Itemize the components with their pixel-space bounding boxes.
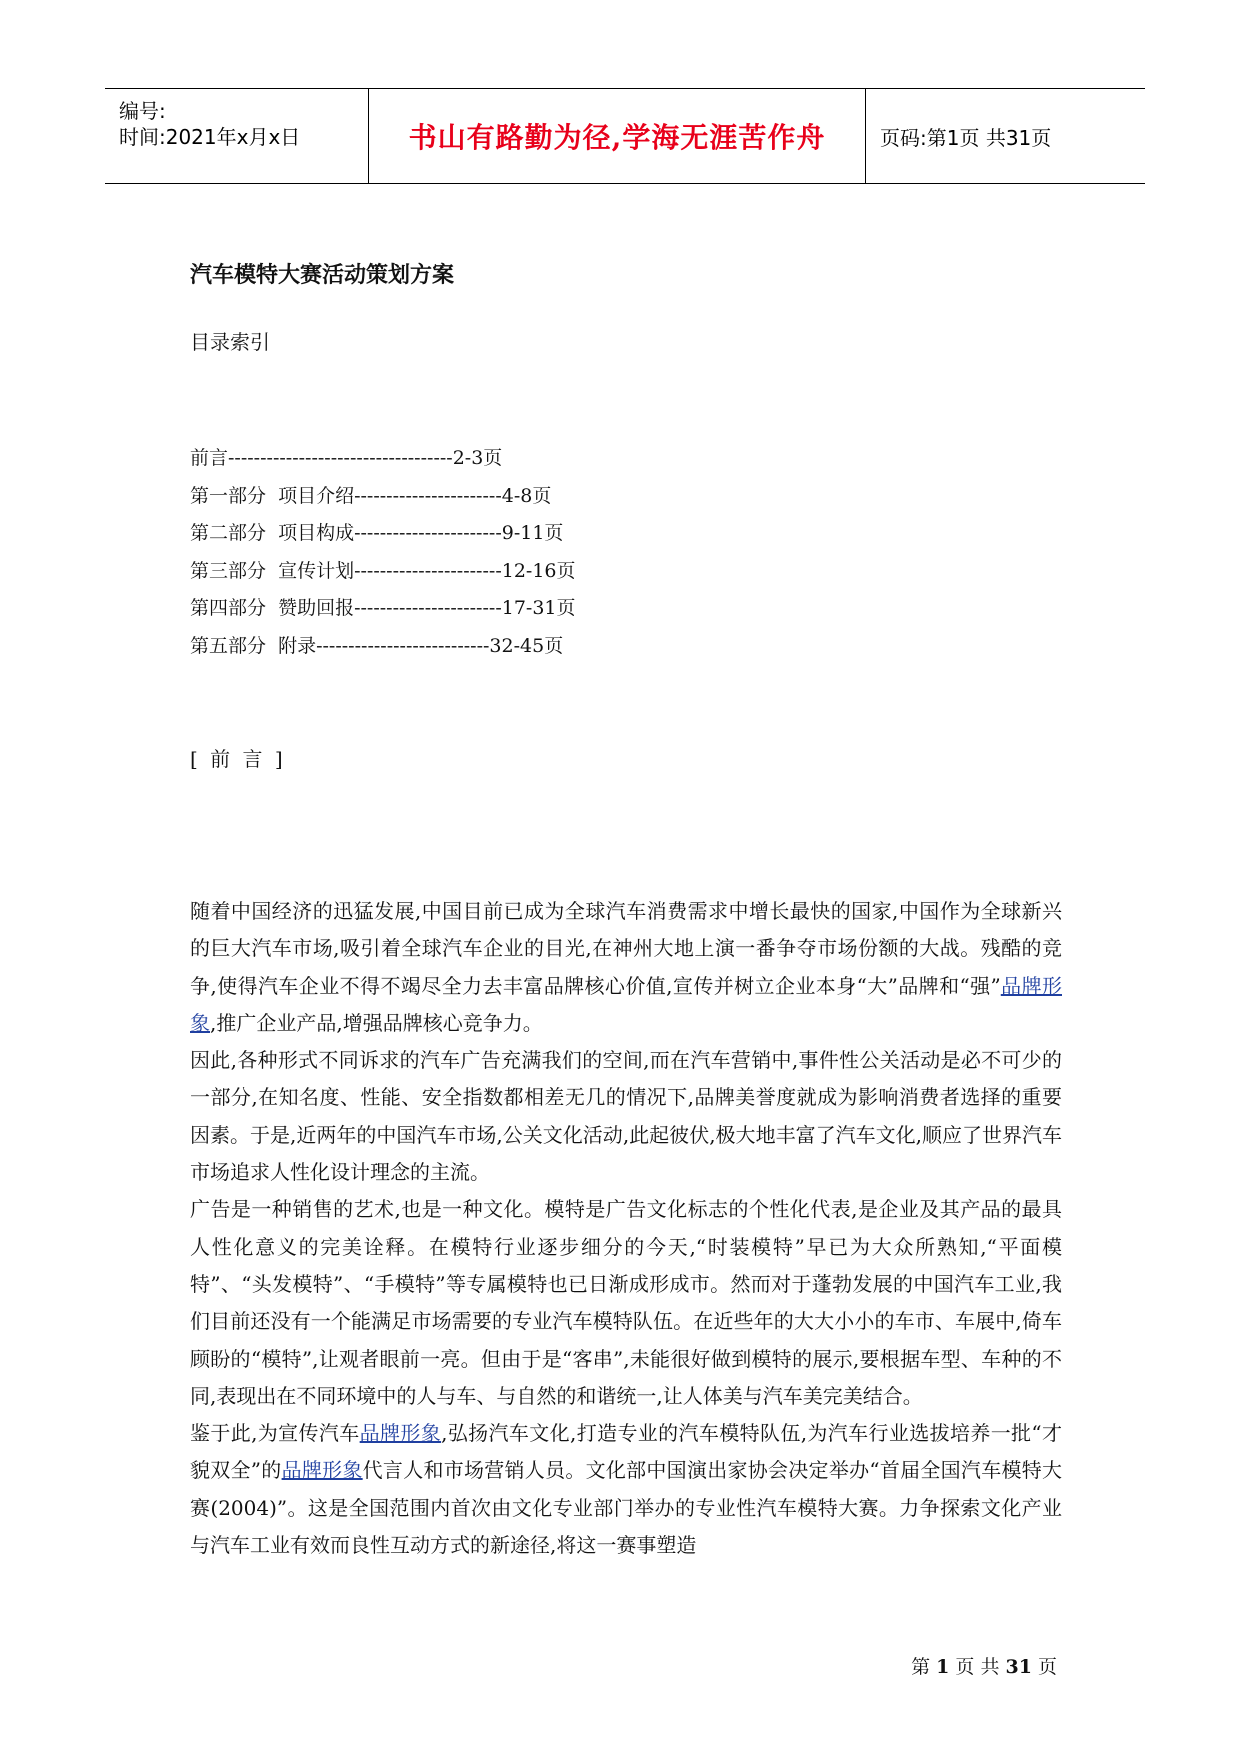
footer-middle: 页 共 [949,1656,1006,1678]
footer-page-number: 1 [936,1656,950,1678]
paragraph-1-text-b: ,推广企业产品,增强品牌核心竞争力。 [210,1010,543,1035]
paragraph-3: 广告是一种销售的艺术,也是一种文化。模特是广告文化标志的个性化代表,是企业及其产品的最具人性化意义的完美诠释。在模特行业逐步细分的今天,“时装模特”早已为大众所熟知,“平面模特”、“头发模特”、“手模特”等专属模特也已日渐成形成市。然而对于蓬勃发展的中国汽车工业,我们目前还没有一个能满足市场需要的专业汽车模特队伍。在近些年的大大小小的车市、车展中,倚车顾盼的“模特”,让观者眼前一亮。但由于是“客串”,未能很好做到模特的展示,要根据车型、车种的不同,表现出在不同环境中的人与车、与自然的和谐统一,让人体美与汽车美完美结合。 [190,1197,1062,1408]
table-of-contents [190,440,576,665]
toc-entry-part-3[interactable]: 第三部分 宣传计划-----------------------12-16页 [190,559,576,582]
page-footer [911,1652,1057,1679]
footer-suffix: 页 [1031,1656,1057,1678]
header-page-number: 页码:第1页 共31页 [880,125,1052,150]
brand-image-link[interactable]: 品牌形象 [281,1458,363,1483]
page-header [105,88,1145,184]
brand-image-link[interactable]: 品牌形象 [190,973,1062,1035]
toc-entry-part-2[interactable]: 第二部分 项目构成-----------------------9-11页 [190,522,564,544]
document-number-label: 编号: [119,99,166,123]
header-meta [105,89,369,183]
preface-heading: [ 前 言 ] [190,747,286,771]
brand-image-link[interactable]: 品牌形象 [359,1421,442,1446]
document-title: 汽车模特大赛活动策划方案 [190,263,455,288]
paragraph-4 [190,1415,1062,1564]
paragraph-4-text-b: ,弘扬汽车文化,打造专业的汽车模特队伍,为汽车行业选拔培养一批“才貌双全”的 [190,1421,1063,1483]
footer-prefix: 第 [911,1656,937,1678]
toc-entry-part-5[interactable]: 第五部分 附录---------------------------32-45页 [190,634,564,657]
paragraph-4-text-c: 代言人和市场营销人员。文化部中国演出家协会决定举办“首届全国汽车模特大赛(2004)”。这是全国范围内首次由文化专业部门举办的专业性汽车模特大赛。力争探索文化产业与汽车工业有效而良性互动方式的新途径,将这一赛事塑造 [190,1458,1062,1558]
document-time-label: 时间:2021年x月x日 [119,125,301,149]
preface-body [190,893,1062,1564]
footer-total-pages: 31 [1005,1656,1032,1678]
header-motto: 书山有路勤为径,学海无涯苦作舟 [369,89,866,183]
toc-heading: 目录索引 [190,330,270,354]
paragraph-4-text-a: 鉴于此,为宣传汽车 [190,1421,360,1446]
toc-entry-preface[interactable]: 前言-----------------------------------2-3页 [190,447,503,469]
paragraph-2: 因此,各种形式不同诉求的汽车广告充满我们的空间,而在汽车营销中,事件性公关活动是必不可少的一部分,在知名度、性能、安全指数都相差无几的情况下,品牌美誉度就成为影响消费者选择的重要因素。于是,近两年的中国汽车市场,公关文化活动,此起彼伏,极大地丰富了汽车文化,顺应了世界汽车市场追求人性化设计理念的主流。 [190,1048,1062,1185]
paragraph-1-text-a: 随着中国经济的迅猛发展,中国目前已成为全球汽车消费需求中增长最快的国家,中国作为全球新兴的巨大汽车市场,吸引着全球汽车企业的目光,在神州大地上演一番争夺市场份额的大战。残酷的竞争,使得汽车企业不得不竭尽全力去丰富品牌核心价值,宣传并树立企业本身“大”品牌和“强” [190,899,1062,998]
toc-entry-part-1[interactable]: 第一部分 项目介绍-----------------------4-8页 [190,484,552,507]
toc-entry-part-4[interactable]: 第四部分 赞助回报-----------------------17-31页 [190,597,576,619]
paragraph-1 [190,893,1062,1042]
